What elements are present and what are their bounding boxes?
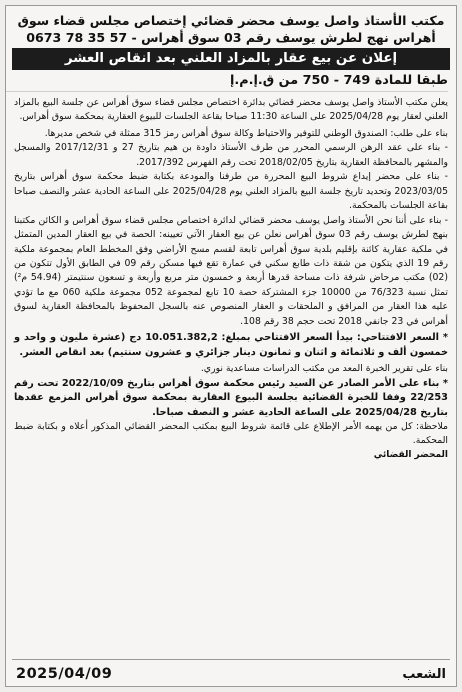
paragraph-mortgage: - بناء على عقد الرهن الرسمي المحرر من طرف الأستاذ داودة بن هيم بتاريخ 27 و 2017/12/31 والمسجل والمشهر بالمحافظة العقارية بتاريخ 2018/02/05 تحت رقم الفهرس 2017/392. [14, 142, 448, 168]
paragraph-intro: يعلن مكتب الأستاذ واصل يوسف محضر قضائي بدائرة اختصاص مجلس قضاء سوق أهراس عن جلسة البيع بالمزاد العلني لعقار يوم 2025/04/28 على الساعة 11:30 صباحا بقاعة الجلسات للبيوع العقارية بمحكمة سوق أهراس. [14, 97, 448, 123]
paragraph-opening-price: * السعر الافتتاحي: بيدأ السعر الافتتاحي بمبلغ: 10.051.382,2 دج (عشرة مليون و واحد و خمسون ألف و ثلاثمائة و اثنان و ثمانون دينار جزائري و عشرون سنتيم) بعد انقاص العشر. [14, 332, 449, 358]
signature-label: المحضر القضائي [373, 449, 448, 460]
newspaper-name: الشعب [402, 667, 446, 682]
paragraph-expertise: بناء على تقرير الخبرة المعد من مكتب الدراسات مساعدية نوري. [200, 363, 448, 375]
paragraph-property: - بناء على أننا نحن الأستاذ واصل يوسف محضر قضائي لدائرة اختصاص مجلس قضاء سوق أهراس و الكائن مكتبنا بنهج لطرش يوسف رقم 03 سوق أهراس نعلن عن بيع العقار الآتي تعيينه: الحصة في بيع العقار المدين المتمثل في ملكية عقارية كائنة بإقليم بلدية سوق أهراس تابعة لقسم مسح الأراضي وفق المخطط العام بمجموعة ملكية رقم 19 الذي يتكون من شقة ذات طابع سكني في عمارة تقع فيها مسكن رقم 09 في الطابق الأول تتكون من (02) مكتب مرحاض شرفة ذات مساحة قدرها أربعة و خمسون متر مربع وأربعة و تسعون سنتيمتر (54.94 م²) تمثل نسبة 76/323 من 10000 جزء المشتركة حصة 10 تابع لمجموعة 052 مجموعة ملكية 060 مع ما تؤدي عليه هذا العقار من المرافق و الملحقات و العقار المنصوص عنه بالسجل المحفوظ بالمحافظة العقارية لسوق أهراس في 23 جانفي 2018 تحت حجم 38 رقم 108. [14, 214, 449, 327]
bailiff-office-line: مكتب الأستاذ واصل يوسف محضر قضائي إختصاص مجلس قضاء سوق [17, 13, 445, 28]
notice-body [6, 92, 456, 449]
legal-notice [5, 5, 457, 687]
signature-row [6, 449, 456, 462]
announcement-banner: إعلان عن بيع عقار بالمزاد العلني بعد انقاص العشر [12, 48, 450, 70]
publication-date: 2025/04/09 [16, 666, 113, 682]
paragraph-applicant: بناء على طلب: الصندوق الوطني للتوفير والاحتياط وكالة سوق أهراس رمز 315 ممثلة في شخص مديرها. [44, 127, 448, 139]
publication-footer [12, 659, 450, 682]
paragraph-note: ملاحظة: كل من يهمه الأمر الإطلاع على قائمة شروط البيع بمكتب المحضر القضائي المذكور أعلاه و بكتابة ضبط المحكمة. [14, 420, 448, 447]
notice-header [6, 6, 456, 46]
paragraph-court-order: * بناء على الأمر الصادر عن السيد رئيس محكمة سوق أهراس بتاريخ 2022/10/09 تحت رقم 22/253 وفقا للخبرة القضائية بجلسة البيوع العقارية بمحكمة سوق أهراس المزمع عقدها بتاريخ 2025/04/28 على الساعة الحادية عشر و النصف صباحا. [14, 377, 449, 418]
bailiff-address-line: أهراس نهج لطرش يوسف رقم 03 سوق أهراس - 57 35 78 0673 [26, 30, 436, 45]
paragraph-deposit: - بناء على محضر إيداع شروط البيع المحررة من طرفنا والمودعة بكتابة ضبط محكمة سوق أهراس بتاريخ 2023/03/05 وتحديد تاريخ جلسة البيع بالمزاد العلني يوم 2025/04/28 على الساعة الحادية عشر والنصف صباحا بقاعة الجلسات بالمحكمة. [14, 171, 448, 212]
legal-article-reference: طبقا للمادة 749 - 750 من ق.إ.م.إ [6, 73, 448, 92]
